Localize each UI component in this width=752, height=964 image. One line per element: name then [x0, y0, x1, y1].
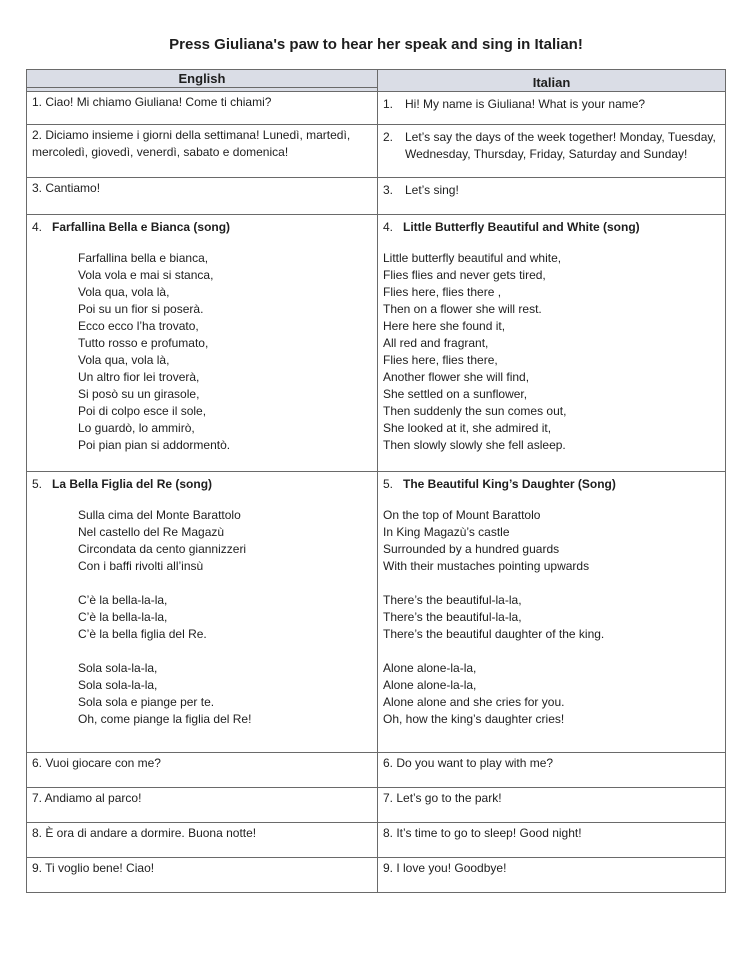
header-row — [27, 70, 726, 92]
lyric-line: There’s the beautiful-la-la, — [383, 610, 522, 624]
song-title: 4. Farfallina Bella e Bianca (song) — [32, 220, 231, 234]
cell-italian: 8. It’s time to go to sleep! Good night! — [378, 823, 726, 858]
stanza-break — [383, 575, 721, 592]
cell-english-song — [27, 215, 378, 472]
table-row — [27, 178, 726, 215]
table-row — [27, 125, 726, 178]
table-row — [27, 788, 726, 823]
lyric-line: Little butterfly beautiful and white, — [383, 251, 562, 265]
lyric-line: Sola sola-la-la, — [78, 661, 158, 675]
lyric-line: Oh, come piange la figlia del Re! — [78, 712, 252, 726]
lyric-line: Here here she found it, — [383, 319, 506, 333]
lyric-line: Nel castello del Re Magazù — [78, 525, 225, 539]
cell-english: 2. Diciamo insieme i giorni della settimana! Lunedì, martedì, mercoledì, giovedì, venerdì, sabato e domenica! — [27, 125, 378, 178]
lyric-line: Tutto rosso e profumato, — [78, 336, 209, 350]
lyric-line: Ecco ecco l’ha trovato, — [78, 319, 199, 333]
lyric-line: Alone alone-la-la, — [383, 661, 477, 675]
lyric-line: Poi su un fior si poserà. — [78, 302, 204, 316]
table-row-song-2 — [27, 472, 726, 753]
cell-italian: 6. Do you want to play with me? — [378, 753, 726, 788]
lyric-line: She looked at it, she admired it, — [383, 421, 552, 435]
lyric-line: Flies flies and never gets tired, — [383, 268, 546, 282]
song-lyrics — [383, 507, 721, 728]
lyric-line: Then suddenly the sun comes out, — [383, 404, 567, 418]
lyric-line: Alone alone-la-la, — [383, 678, 477, 692]
lyric-line: Farfallina bella e bianca, — [78, 251, 209, 265]
cell-italian-song — [378, 215, 726, 472]
cell-italian: 1. Hi! My name is Giuliana! What is your name? — [378, 92, 726, 125]
lyric-line: Another flower she will find, — [383, 370, 530, 384]
lyric-line: Poi di colpo esce il sole, — [78, 404, 207, 418]
cell-english: 1. Ciao! Mi chiamo Giuliana! Come ti chiami? — [27, 92, 378, 125]
lyric-line: Poi pian pian si addormentò. — [78, 438, 231, 452]
lyric-line: C’è la bella-la-la, — [78, 610, 168, 624]
lyric-line: Sola sola-la-la, — [78, 678, 158, 692]
lyric-line: Si posò su un girasole, — [78, 387, 200, 401]
song-lyrics — [78, 250, 373, 454]
lyric-line: Vola qua, vola là, — [78, 353, 170, 367]
cell-english-song — [27, 472, 378, 753]
lyric-line: Sulla cima del Monte Barattolo — [78, 508, 241, 522]
song-title: 4. Little Butterfly Beautiful and White (song) — [383, 220, 640, 234]
cell-italian: 3. Let’s sing! — [378, 178, 726, 215]
lyric-line: C’è la bella-la-la, — [78, 593, 168, 607]
song-lyrics — [383, 250, 721, 454]
lyric-line: Un altro fior lei troverà, — [78, 370, 200, 384]
lyric-line: Oh, how the king’s daughter cries! — [383, 712, 565, 726]
lyric-line: On the top of Mount Barattolo — [383, 508, 541, 522]
song-title: 5. La Bella Figlia del Re (song) — [32, 477, 213, 491]
lyric-line: In King Magazù’s castle — [383, 525, 510, 539]
stanza-break — [78, 643, 373, 660]
lyric-line: All red and fragrant, — [383, 336, 489, 350]
table-row — [27, 753, 726, 788]
cell-english: 3. Cantiamo! — [27, 178, 378, 215]
lyric-line: Con i baffi rivolti all’insù — [78, 559, 204, 573]
song-title: 5. The Beautiful King’s Daughter (Song) — [383, 477, 616, 491]
lyric-line: Sola sola e piange per te. — [78, 695, 215, 709]
table-row — [27, 92, 726, 125]
stanza-break — [78, 575, 373, 592]
lyric-line: Vola qua, vola là, — [78, 285, 170, 299]
cell-italian: 2. Let’s say the days of the week together! Monday, Tuesday, Wednesday, Thursday, Friday, Saturday and Sunday! — [378, 125, 726, 178]
lyric-line: There’s the beautiful-la-la, — [383, 593, 522, 607]
stanza-break — [383, 643, 721, 660]
lyric-line: Alone alone and she cries for you. — [383, 695, 565, 709]
lyric-line: With their mustaches pointing upwards — [383, 559, 590, 573]
table-row — [27, 858, 726, 893]
cell-italian: 7. Let’s go to the park! — [378, 788, 726, 823]
lyric-line: She settled on a sunflower, — [383, 387, 528, 401]
lyric-line: There’s the beautiful daughter of the king. — [383, 627, 605, 641]
lyric-line: Then on a flower she will rest. — [383, 302, 542, 316]
lyric-line: Then slowly slowly she fell asleep. — [383, 438, 566, 452]
cell-italian-song — [378, 472, 726, 753]
cell-english: 7. Andiamo al parco! — [27, 788, 378, 823]
lyric-line: Vola vola e mai si stanca, — [78, 268, 214, 282]
lyric-line: Flies here, flies there, — [383, 353, 498, 367]
cell-italian: 9. I love you! Goodbye! — [378, 858, 726, 893]
lyric-line: Circondata da cento giannizzeri — [78, 542, 247, 556]
header-english: English — [27, 70, 378, 92]
cell-english: 6. Vuoi giocare con me? — [27, 753, 378, 788]
translation-table — [26, 69, 726, 893]
lyric-line: Lo guardò, lo ammirò, — [78, 421, 195, 435]
lyric-line: Surrounded by a hundred guards — [383, 542, 560, 556]
song-lyrics — [78, 507, 373, 728]
cell-english: 8. È ora di andare a dormire. Buona notte! — [27, 823, 378, 858]
header-italian: Italian — [378, 70, 726, 92]
lyric-line: C’è la bella figlia del Re. — [78, 627, 207, 641]
page-title: Press Giuliana's paw to hear her speak and sing in Italian! — [169, 36, 583, 53]
cell-english: 9. Ti voglio bene! Ciao! — [27, 858, 378, 893]
table-row-song-1 — [27, 215, 726, 472]
table-row — [27, 823, 726, 858]
lyric-line: Flies here, flies there , — [383, 285, 502, 299]
